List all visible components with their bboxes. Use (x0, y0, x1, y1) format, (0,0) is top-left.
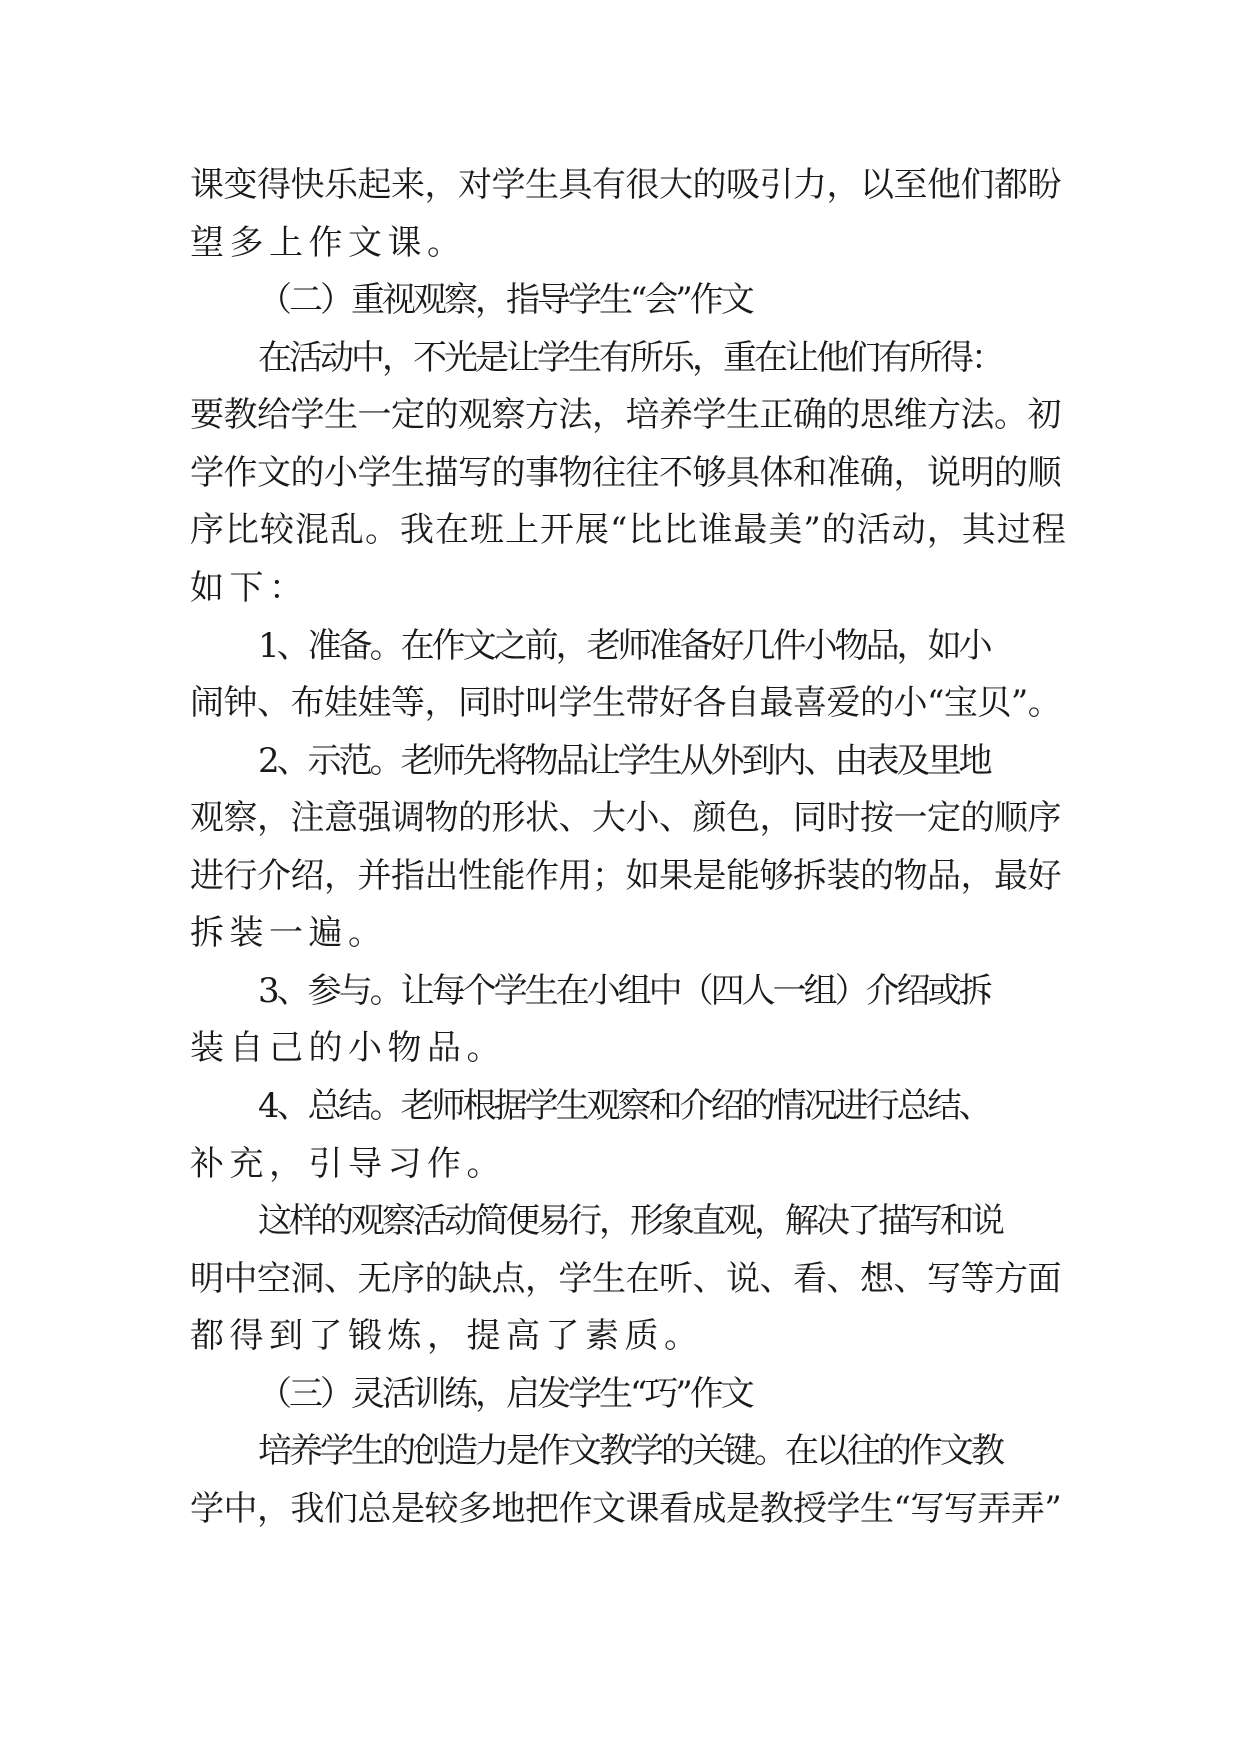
text-line: 课变得快乐起来，对学生具有很大的吸引力，以至他们都盼 (190, 165, 1061, 205)
text-line: 补充，引导习作。 (190, 1144, 506, 1184)
text-line: 进行介绍，并指出性能作用；如果是能够拆装的物品，最好 (190, 856, 1061, 896)
paragraph-first-line: 在活动中，不光是让学生有所乐，重在让他们有所得： (258, 338, 1002, 378)
text-line: 拆装一遍。 (190, 913, 388, 953)
text-line: 都得到了锻炼，提高了素质。 (190, 1316, 704, 1356)
text-line: 学作文的小学生描写的事物往往不够具体和准确，说明的顺 (190, 453, 1061, 493)
text-line: 明中空洞、无序的缺点，学生在听、说、看、想、写等方面 (190, 1259, 1061, 1299)
section-heading: （二）重视观察，指导学生“会”作文 (258, 280, 752, 320)
list-item-first-line: 3、参与。让每个学生在小组中（四人一组）介绍或拆 (258, 971, 990, 1011)
paragraph-first-line: 培养学生的创造力是作文教学的关键。在以往的作文教 (258, 1431, 1002, 1471)
text-line: 望多上作文课。 (190, 223, 467, 263)
text-line: 学中，我们总是较多地把作文课看成是教授学生“写写弄弄” (190, 1489, 1062, 1529)
list-item-first-line: 4、总结。老师根据学生观察和介绍的情况进行总结、 (258, 1086, 990, 1126)
text-line: 装自己的小物品。 (190, 1028, 506, 1068)
text-line: 序比较混乱。我在班上开展“比比谁最美”的活动，其过程 (190, 510, 1067, 550)
text-line: 闹钟、布娃娃等，同时叫学生带好各自最喜爱的小“宝贝”。 (190, 683, 1062, 723)
text-line: 要教给学生一定的观察方法，培养学生正确的思维方法。初 (190, 395, 1061, 435)
list-item-first-line: 1、准备。在作文之前，老师准备好几件小物品，如小 (258, 626, 990, 666)
section-heading: （三）灵活训练，启发学生“巧”作文 (258, 1374, 752, 1414)
paragraph-first-line: 这样的观察活动简便易行，形象直观，解决了描写和说 (258, 1201, 1002, 1241)
text-line: 观察，注意强调物的形状、大小、颜色，同时按一定的顺序 (190, 798, 1061, 838)
text-line: 如下： (190, 568, 309, 608)
list-item-first-line: 2、示范。老师先将物品让学生从外到内、由表及里地 (258, 741, 990, 781)
